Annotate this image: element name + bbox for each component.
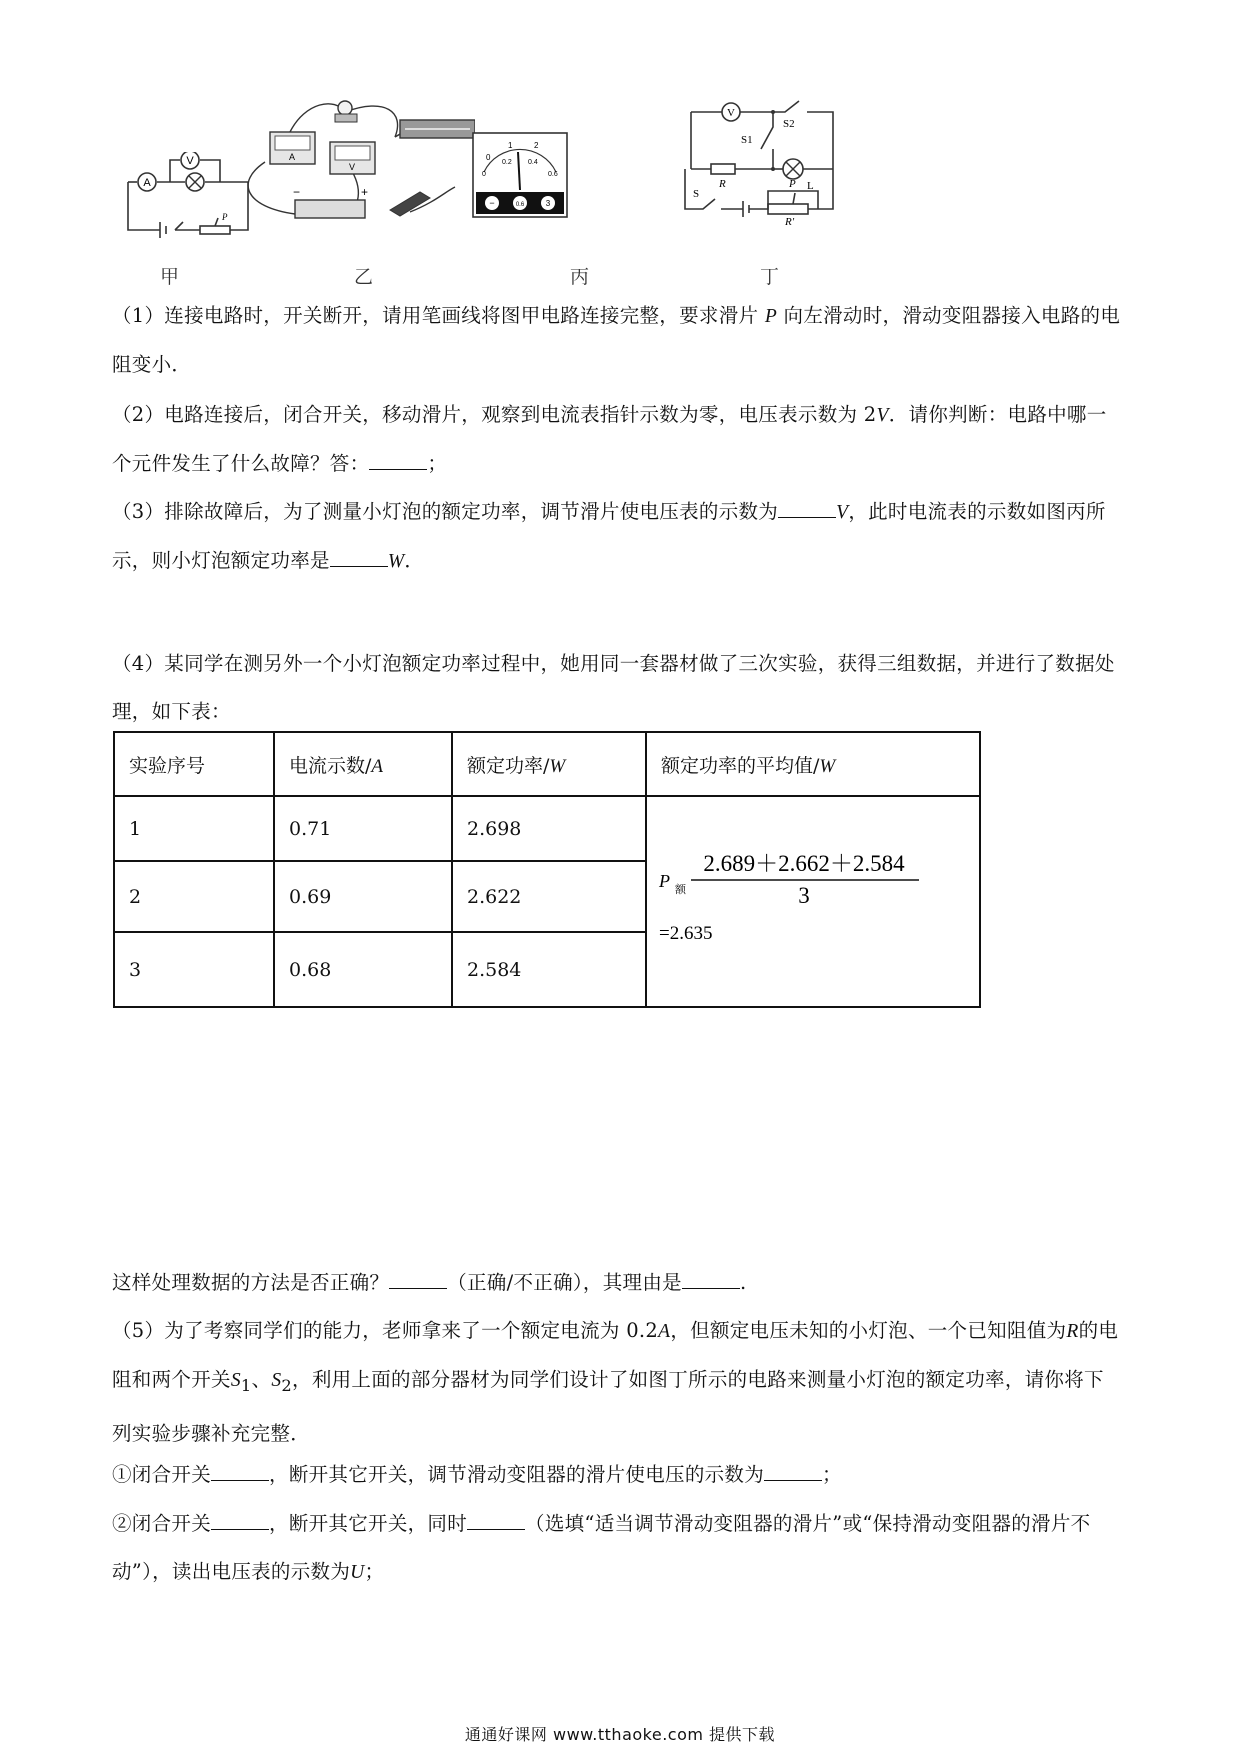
figure-label-jia: 甲	[160, 266, 180, 288]
jia-slider-symbol: P	[222, 212, 228, 222]
answer-blank-switch-1	[211, 1462, 269, 1481]
question-5: （5）为了考察同学们的能力，老师拿来了一个额定电流为 0.2A，但额定电压未知的小灯泡、一个已知阻值为R的电阻和两个开关$S_1$、$S_2$，利用上面的部分器材为同学们设计了如图丁所示的电路来测量小灯泡的额定功率，请你将下列实验步骤补充完整．	[112, 1319, 1119, 1445]
dial-tick-1: 1	[508, 141, 513, 150]
table-cell: 2	[114, 861, 274, 932]
formula-numerator: 2.689＋2.662＋2.584	[703, 851, 905, 876]
average-formula-cell	[646, 796, 980, 1007]
slider-p-variable: P	[764, 306, 778, 327]
svg-text:−: −	[293, 185, 301, 199]
data-table	[113, 731, 981, 1008]
figure-label-yi: 乙	[354, 266, 374, 288]
table-header-row	[114, 732, 980, 796]
page-footer: 通通好课网 www.tthaoke.com 提供下载	[464, 1725, 776, 1744]
answer-blank-correctness	[389, 1270, 447, 1289]
dial-tick-0-lower: 0	[482, 171, 486, 178]
table-cell: 0.68	[274, 932, 452, 1007]
ding-voltmeter-symbol: V	[727, 107, 735, 119]
ding-switch-s2-label: S2	[783, 118, 795, 130]
question-1: （1）连接电路时，开关断开，请用笔画线将图甲电路连接完整，要求滑片 P 向左滑动时，滑动变阻器接入电路的电阻变小．	[112, 304, 1121, 376]
table-header-cell: 额定功率的平均值/W	[646, 732, 980, 796]
step-1: ①闭合开关 ，断开其它开关，调节滑动变阻器的滑片使电压的示数为 ；	[112, 1463, 842, 1486]
table-header-cell: 实验序号	[114, 732, 274, 796]
apparatus-picture-yi	[235, 92, 475, 227]
svg-text:V: V	[348, 162, 356, 172]
answer-blank-power	[330, 548, 388, 567]
table-header-cell: 额定功率/W	[452, 732, 646, 796]
jia-voltmeter-symbol: V	[186, 155, 194, 167]
question-3: （3）排除故障后，为了测量小灯泡的额定功率，调节滑片使电压表的示数为 V，此时电流表的示数如图丙所示，则小灯泡额定功率是 W．	[112, 500, 1106, 572]
dial-tick-2: 2	[534, 141, 539, 150]
figure-label-ding: 丁	[760, 266, 780, 288]
table-cell: 1	[114, 796, 274, 861]
table-cell: 0.71	[274, 796, 452, 861]
volt-unit: V	[876, 405, 889, 426]
answer-blank-voltage-reading	[764, 1462, 822, 1481]
dial-terminal-3: 3	[545, 199, 551, 208]
dial-terminal-0.6: 0.6	[515, 202, 525, 208]
dial-tick-0.6: 0.6	[548, 171, 558, 178]
table-header-cell: 电流示数/A	[274, 732, 452, 796]
dial-tick-0.2: 0.2	[502, 159, 512, 166]
table-cell: 2.622	[452, 861, 646, 932]
average-formula	[647, 799, 977, 999]
formula-p: P	[659, 871, 670, 891]
dial-terminal-minus: −	[489, 198, 495, 208]
figure-label-bing: 丙	[570, 266, 590, 288]
table-cell: 2.584	[452, 932, 646, 1007]
question-4: （4）某同学在测另外一个小灯泡额定功率过程中，她用同一套器材做了三次实验，获得三组数据，并进行了数据处理，如下表：	[112, 652, 1115, 723]
answer-blank-operation	[467, 1511, 525, 1530]
dial-tick-0.4: 0.4	[528, 159, 538, 166]
ding-switch-s1-label: S1	[741, 134, 753, 146]
jia-ammeter-symbol: A	[143, 177, 151, 189]
svg-text:+: +	[361, 185, 369, 199]
table-cell: 0.69	[274, 861, 452, 932]
answer-blank-voltage	[778, 499, 836, 518]
ding-resistor-r-label: R	[719, 178, 726, 190]
formula-subscript: 额	[675, 883, 686, 896]
table-row	[114, 796, 980, 861]
step-2: ②闭合开关 ，断开其它开关，同时 （选填“适当调节滑动变阻器的滑片”或“保持滑动变阻器的滑片不动”），读出电压表的示数为U；	[112, 1512, 1091, 1583]
ding-rheostat-label: R'	[785, 216, 795, 227]
answer-blank-switch-2	[211, 1511, 269, 1530]
question-4-followup: 这样处理数据的方法是否正确？ （正确/不正确），其理由是 .	[112, 1271, 747, 1294]
question-2: （2）电路连接后，闭合开关，移动滑片，观察到电流表指针示数为零，电压表示数为 2V．请你判断：电路中哪一个元件发生了什么故障？答： ；	[112, 403, 1107, 475]
answer-blank-fault	[369, 451, 427, 470]
formula-result: =2.635	[659, 923, 713, 944]
answer-blank-reason	[682, 1270, 740, 1289]
ding-lamp-l-label: L	[807, 180, 814, 192]
ding-switch-s-label: S	[693, 188, 700, 200]
svg-text:A: A	[288, 152, 296, 162]
ammeter-dial-bing	[472, 132, 568, 218]
figures-row	[110, 92, 870, 288]
dial-tick-0-upper: 0	[486, 153, 491, 162]
formula-denominator: 3	[798, 883, 810, 908]
table-cell: 2.698	[452, 796, 646, 861]
table-cell: 3	[114, 932, 274, 1007]
circuit-diagram-ding	[673, 97, 848, 227]
ding-slider-p-label: P	[789, 178, 796, 190]
